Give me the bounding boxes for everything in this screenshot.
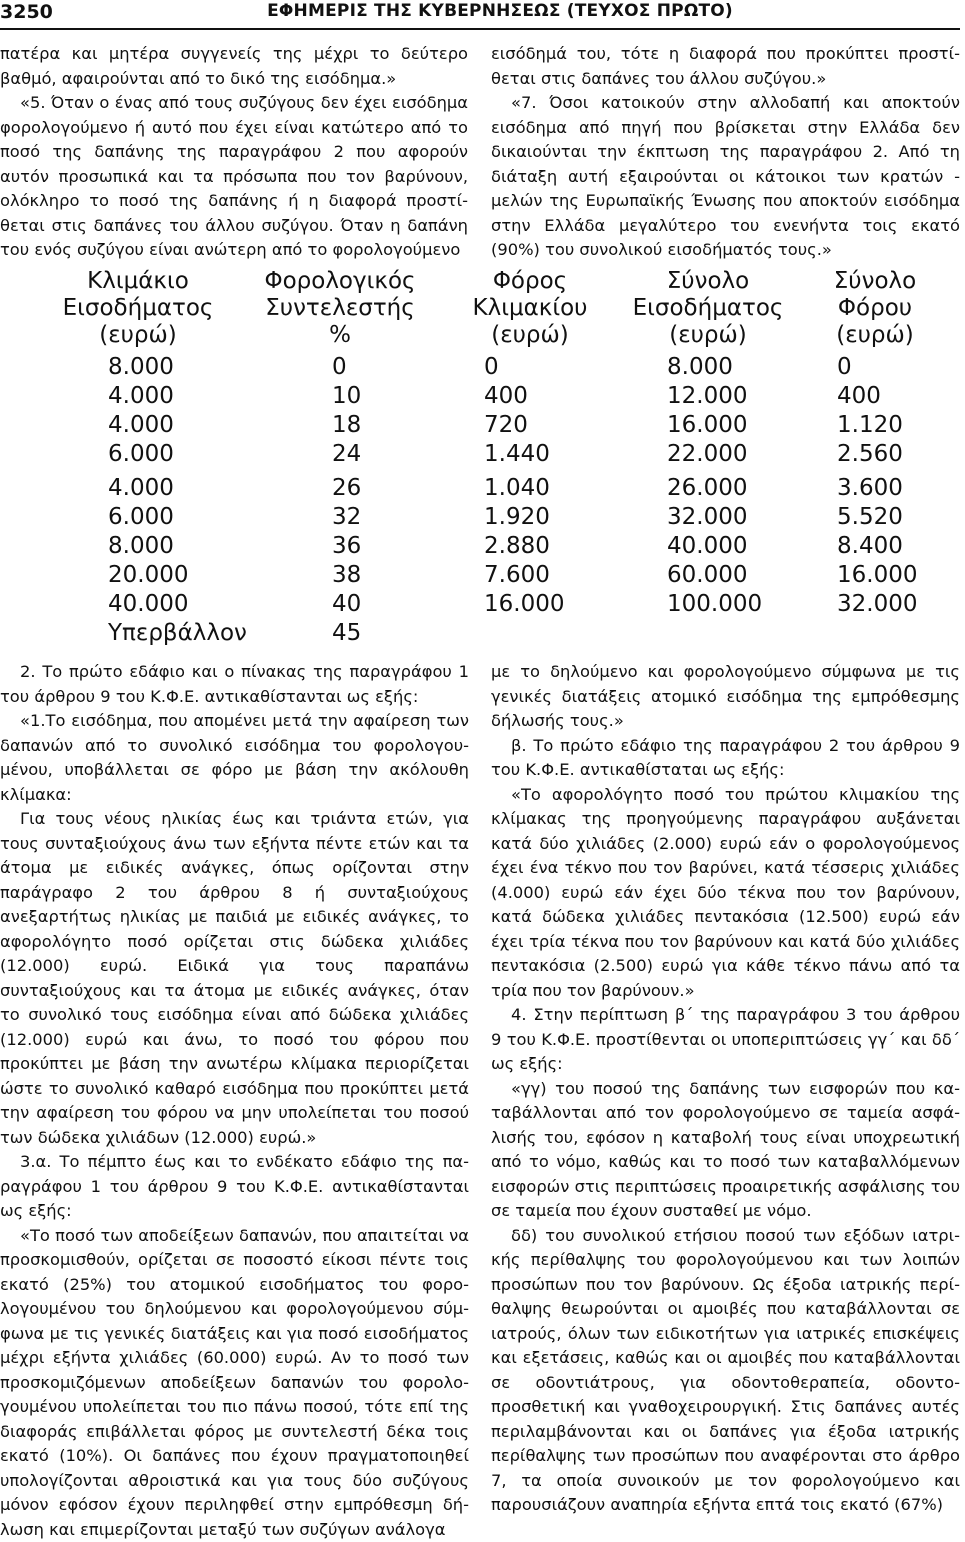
table-cell: 0 xyxy=(484,353,499,382)
table-cell: 3.600 xyxy=(837,474,903,503)
table-cell: 16.000 xyxy=(667,411,747,440)
table-cell: Υπερβάλλον xyxy=(108,619,247,648)
page-number: 3250 xyxy=(0,1,53,23)
header-line: (ευρώ) xyxy=(440,322,620,349)
table-cell: 16.000 xyxy=(484,590,564,619)
header-tax-rate xyxy=(250,268,430,349)
column-top-left xyxy=(0,42,468,263)
table-cell: 26.000 xyxy=(667,474,747,503)
header-line: Φορολογικός xyxy=(250,268,430,295)
header-line: Φόρος xyxy=(440,268,620,295)
table-cell: 32.000 xyxy=(837,590,917,619)
table-cell: 8.000 xyxy=(667,353,733,382)
header-line: Κλιμάκιο xyxy=(48,268,228,295)
header-total-tax xyxy=(785,268,965,349)
paragraph: «5. Όταν ο ένας από τους συζύγους δεν έχει εισόδημα φορολογούμενο ή αυτό που έχει είναι κατώτερο από το ποσό της δαπάνης της παραγράφου 2 που αφορούν αυτόν προσωπικά και τα πρόσωπα που τον βαρύνουν, ολόκληρο το ποσό της δαπάνης ή η διαφορά προστίθεται στις δαπάνες του άλλου συζύγου. Όταν η δαπάνη του ενός συζύγου είναι ανώτερη από το φορολογούμενο xyxy=(0,91,468,263)
table-cell: 8.000 xyxy=(108,532,174,561)
table-cell: 32.000 xyxy=(667,503,747,532)
table-cell: 36 xyxy=(332,532,361,561)
paragraph: δδ) του συνολικού ετήσιου ποσού των εξόδων ιατρικής περίθαλψης του φορολογούμενου και των λοιπών προσώπων που τον βαρύνουν. Ως έξοδα ιατρικής περίθαλψης θεωρούνται οι αμοιβές που καταβάλλονται σε ιατρούς, όλων των ειδικοτήτων για ιατρικές επισκέψεις και εξετάσεις, καθώς και οι αμοιβές που καταβάλλονται σε οδοντιάτρους, για οδοντοθεραπεία, οδοντοπροσθετική και γναθοχειρουργική. Στις δαπάνες αυτές περιλαμβάνονται και οι δαπάνες για έξοδα ιατρικής περίθαλψης των προσώπων που αναφέρονται στο άρθρο 7, τα οποία συνοικούν με τον φορολογούμενο και παρουσιάζουν αναπηρία εξήντα επτά τοις εκατό (67%) xyxy=(491,1224,960,1518)
table-cell: 8.400 xyxy=(837,532,903,561)
table-cell: 45 xyxy=(332,619,361,648)
table-cell: 32 xyxy=(332,503,361,532)
table-cell: 400 xyxy=(484,382,528,411)
table-cell: 4.000 xyxy=(108,382,174,411)
table-cell: 26 xyxy=(332,474,361,503)
paragraph: «1.Το εισόδημα, που απομένει μετά την αφαίρεση των δαπανών από το συνολικό εισόδημα του φορολογουμένου, υποβάλλεται σε φόρο με βάση την ακόλουθη κλίμακα: xyxy=(0,709,469,807)
table-cell: 18 xyxy=(332,411,361,440)
column-top-right xyxy=(491,42,960,263)
table-row xyxy=(0,440,960,469)
header-line: Σύνολο xyxy=(618,268,798,295)
paragraph: β. Το πρώτο εδάφιο της παραγράφου 2 του άρθρου 9 του Κ.Φ.Ε. αντικαθίσταται ως εξής: xyxy=(491,734,960,783)
table-cell: 40.000 xyxy=(108,590,188,619)
table-cell: 4.000 xyxy=(108,474,174,503)
page-header xyxy=(0,0,960,30)
paragraph: 3.α. Το πέμπτο έως και το ενδέκατο εδάφιο της παραγράφου 1 του άρθρου 9 του Κ.Φ.Ε. αντικαθίστανται ως εξής: xyxy=(0,1150,469,1224)
header-line: Συντελεστής xyxy=(250,295,430,322)
table-cell: 1.040 xyxy=(484,474,550,503)
table-row xyxy=(0,532,960,561)
table-cell: 16.000 xyxy=(837,561,917,590)
table-row xyxy=(0,382,960,411)
paragraph: με το δηλούμενο και φορολογούμενο σύμφωνα με τις γενικές διατάξεις ατομικό εισόδημα της εμπρόθεσμης δήλωσής τους.» xyxy=(491,660,960,734)
header-bracket-tax xyxy=(440,268,620,349)
table-cell: 24 xyxy=(332,440,361,469)
table-cell: 1.440 xyxy=(484,440,550,469)
table-cell: 12.000 xyxy=(667,382,747,411)
paragraph: 2. Το πρώτο εδάφιο και ο πίνακας της παραγράφου 1 του άρθρου 9 του Κ.Φ.Ε. αντικαθίστανται ως εξής: xyxy=(0,660,469,709)
table-cell: 38 xyxy=(332,561,361,590)
column-bottom-left xyxy=(0,660,469,1542)
paragraph: πατέρα και μητέρα συγγενείς της μέχρι το δεύτερο βαθμό, αφαιρούνται από το δικό της εισόδημα.» xyxy=(0,42,468,91)
table-cell: 2.880 xyxy=(484,532,550,561)
table-cell: 720 xyxy=(484,411,528,440)
table-cell: 100.000 xyxy=(667,590,762,619)
table-cell: 40.000 xyxy=(667,532,747,561)
paragraph: εισόδημά του, τότε η διαφορά που προκύπτει προστίθεται στις δαπάνες του άλλου συζύγου.» xyxy=(491,42,960,91)
header-income-bracket xyxy=(48,268,228,349)
header-total-income xyxy=(618,268,798,349)
table-cell: 0 xyxy=(332,353,347,382)
header-line: Εισοδήματος xyxy=(48,295,228,322)
table-cell: 8.000 xyxy=(108,353,174,382)
table-row xyxy=(0,474,960,503)
table-cell: 1.120 xyxy=(837,411,903,440)
table-row xyxy=(0,561,960,590)
table-row xyxy=(0,619,960,648)
header-line: Σύνολο xyxy=(785,268,965,295)
table-cell: 1.920 xyxy=(484,503,550,532)
table-cell: 400 xyxy=(837,382,881,411)
table-cell: 6.000 xyxy=(108,440,174,469)
table-row xyxy=(0,590,960,619)
paragraph: «γγ) του ποσού της δαπάνης των εισφορών που καταβάλλονται από τον φορολογούμενο σε ταμεία ασφάλισής του, εφόσον η καταβολή τους είναι υποχρεωτική από το νόμο, καθώς και το ποσό των καταβαλλόμενων εισφορών στις περιπτώσεις προαιρετικής ασφάλισης του σε ταμεία που έχουν συσταθεί με νόμο. xyxy=(491,1077,960,1224)
table-cell: 40 xyxy=(332,590,361,619)
header-line: Εισοδήματος xyxy=(618,295,798,322)
table-cell: 60.000 xyxy=(667,561,747,590)
table-cell: 22.000 xyxy=(667,440,747,469)
table-cell: 7.600 xyxy=(484,561,550,590)
table-row xyxy=(0,503,960,532)
table-cell: 2.560 xyxy=(837,440,903,469)
table-cell: 5.520 xyxy=(837,503,903,532)
table-row xyxy=(0,353,960,382)
header-line: Κλιμακίου xyxy=(440,295,620,322)
table-cell: 10 xyxy=(332,382,361,411)
table-cell: 6.000 xyxy=(108,503,174,532)
paragraph: «7. Όσοι κατοικούν στην αλλοδαπή και αποκτούν εισόδημα από πηγή που βρίσκεται στην Ελλάδα δεν δικαιούνται την έκπτωση της παραγράφου 2. Από τη διάταξη αυτή εξαιρούνται οι κάτοικοι των κρατών - μελών της Ευρωπαϊκής Ένωσης που αποκτούν εισόδημα στην Ελλάδα μεγαλύτερο του ενενήντα τοις εκατό (90%) του συνολικού εισοδήματός τους.» xyxy=(491,91,960,263)
table-row xyxy=(0,411,960,440)
table-cell: 4.000 xyxy=(108,411,174,440)
paragraph: «Το αφορολόγητο ποσό του πρώτου κλιμακίου της κλίμακας της προηγούμενης παραγράφου αυξάνεται κατά δύο χιλιάδες (2.000) ευρώ εάν ο φορολογούμενος έχει ένα τέκνο που τον βαρύνει, κατά τέσσερις χιλιάδες (4.000) ευρώ εάν έχει δύο τέκνα που τον βαρύνουν, κατά δώδεκα χιλιάδες πεντακόσια (12.500) ευρώ εάν έχει τρία τέκνα που τον βαρύνουν και κατά δύο χιλιάδες πεντακόσια (2.500) ευρώ για κάθε τέκνο πάνω από τα τρία που τον βαρύνουν.» xyxy=(491,783,960,1004)
header-line: (ευρώ) xyxy=(618,322,798,349)
table-cell: 20.000 xyxy=(108,561,188,590)
header-line: (ευρώ) xyxy=(785,322,965,349)
table-cell: 0 xyxy=(837,353,852,382)
column-bottom-right xyxy=(491,660,960,1518)
paragraph: Για τους νέους ηλικίας έως και τριάντα ετών, για τους συνταξιούχους άνω των εξήντα πέντε ετών και τα άτομα με ειδικές ανάγκες, όπως ορίζονται στην παράγραφο 2 του άρθρου 8 ή συνταξιούχους ανεξαρτήτως ηλικίας με παιδιά με ειδικές ανάγκες, το αφορολόγητο ποσό ορίζεται στις δώδεκα χιλιάδες (12.000) ευρώ. Ειδικά για τους παραπάνω συνταξιούχους και τα άτομα με ειδικές ανάγκες, όταν το συνολικό τους εισόδημα είναι από δώδεκα χιλιάδες (12.000) ευρώ και άνω, το ποσό του φόρου που προκύπτει με βάση την ανωτέρω κλίμακα περιορίζεται ώστε το συνολικό καθαρό εισόδημα που προκύπτει μετά την αφαίρεση του φόρου να μην υπολείπεται του ποσού των δώδεκα χιλιάδων (12.000) ευρώ.» xyxy=(0,807,469,1150)
header-line: % xyxy=(250,322,430,349)
header-line: Φόρου xyxy=(785,295,965,322)
header-line: (ευρώ) xyxy=(48,322,228,349)
paragraph: «Το ποσό των αποδείξεων δαπανών, που απαιτείται να προσκομισθούν, ορίζεται σε ποσοστό είκοσι πέντε τοις εκατό (25%) του ατομικού εισοδήματος του φορολογουμένου του δηλούμενου και φορολογούμενου σύμφωνα με τις γενικές διατάξεις και για ποσό εισοδήματος μέχρι εξήντα χιλιάδες (60.000) ευρώ. Αν το ποσό των προσκομιζόμενων αποδείξεων δαπανών του φορολογουμένου υπολείπεται του πιο πάνω ποσού, τότε επί της διαφοράς επιβάλλεται φόρος με συντελεστή δέκα τοις εκατό (10%). Οι δαπάνες που έχουν πραγματοποιηθεί υπολογίζονται αθροιστικά και για τους δύο συζύγους μόνον εφόσον έχουν περιληφθεί στην εμπρόθεσμη δήλωση και επιμερίζονται μεταξύ των συζύγων ανάλογα xyxy=(0,1224,469,1542)
gazette-title: ΕΦΗΜΕΡΙΣ ΤΗΣ ΚΥΒΕΡΝΗΣΕΩΣ (ΤΕΥΧΟΣ ΠΡΩΤΟ) xyxy=(0,1,960,21)
paragraph: 4. Στην περίπτωση β΄ της παραγράφου 3 του άρθρου 9 του Κ.Φ.Ε. προστίθενται οι υποπεριπτώσεις γγ΄ και δδ΄ ως εξής: xyxy=(491,1003,960,1077)
